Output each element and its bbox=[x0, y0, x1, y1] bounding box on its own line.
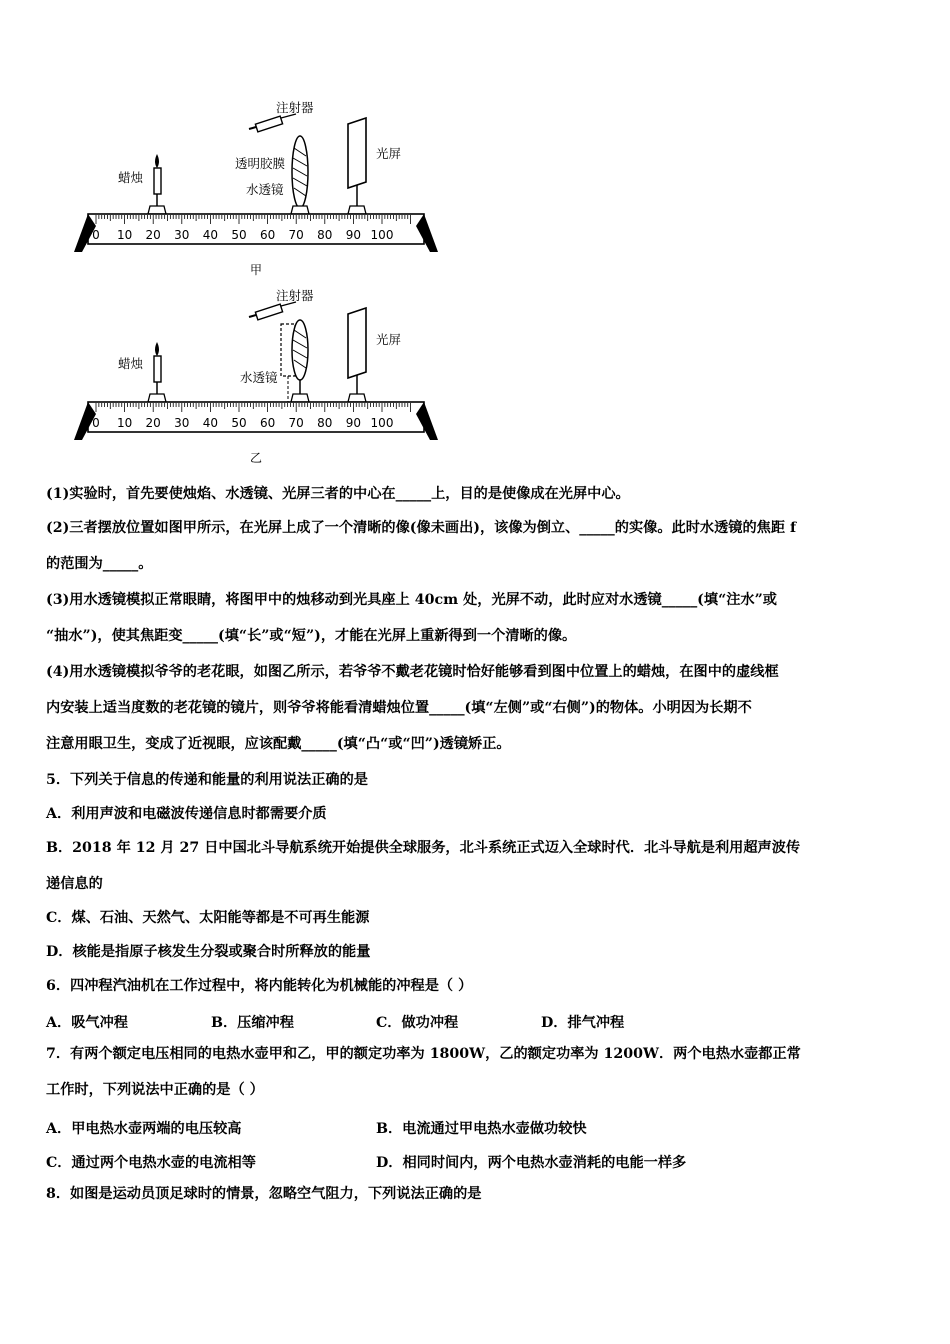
q4-part4-cont1: 内安装上适当度数的老花镜的镜片，则爷爷将能看清蜡烛位置_____(填“左侧”或“右侧”)的物体。小明因为长期不 bbox=[46, 700, 752, 716]
scale-tick-label: 60 bbox=[259, 228, 276, 242]
q4-part3-cont: “抽水”)，使其焦距变_____(填“长”或“短”)，才能在光屏上重新得到一个清晰的像。 bbox=[46, 628, 577, 644]
q6-options bbox=[46, 1012, 916, 1032]
q4-part4: (4)用水透镜模拟爷爷的老花眼，如图乙所示，若爷爷不戴老花镜时恰好能够看到图中位置上的蜡烛，在图中的虚线框 bbox=[46, 664, 779, 680]
scale-tick-label: 100 bbox=[370, 228, 394, 242]
scale-tick-label: 70 bbox=[288, 228, 304, 242]
scale-tick-label: 30 bbox=[174, 416, 190, 430]
scale-tick-label: 30 bbox=[174, 228, 190, 242]
screen-label: 光屏 bbox=[376, 332, 402, 347]
optical-bench-diagram-yi bbox=[60, 284, 450, 466]
figure-caption-jia: 甲 bbox=[249, 263, 263, 277]
scale-tick-label: 40 bbox=[202, 228, 219, 242]
q4-part2: (2)三者摆放位置如图甲所示，在光屏上成了一个清晰的像(像未画出)，该像为倒立、_____的实像。此时水透镜的焦距 f bbox=[46, 520, 797, 536]
q7-stem-cont: 工作时，下列说法中正确的是（ ） bbox=[46, 1082, 264, 1098]
scale-tick-label: 20 bbox=[145, 228, 161, 242]
candle-label: 蜡烛 bbox=[118, 170, 144, 185]
figure-yi bbox=[60, 284, 450, 466]
q5-option-c: C．煤、石油、天然气、太阳能等都是不可再生能源 bbox=[46, 910, 370, 926]
q7-option-d: D．相同时间内，两个电热水壶消耗的电能一样多 bbox=[376, 1155, 687, 1171]
q7-option-b: B．电流通过甲电热水壶做功较快 bbox=[376, 1121, 587, 1137]
figure-caption-yi: 乙 bbox=[249, 451, 263, 465]
scale-tick-label: 80 bbox=[317, 416, 333, 430]
candle-label: 蜡烛 bbox=[118, 356, 144, 371]
scale-tick-label: 100 bbox=[370, 416, 394, 430]
q5-option-b-cont: 递信息的 bbox=[46, 876, 103, 892]
q5-stem: 5．下列关于信息的传递和能量的利用说法正确的是 bbox=[46, 772, 368, 788]
screen-label: 光屏 bbox=[376, 146, 402, 161]
lens-label: 水透镜 bbox=[240, 370, 278, 385]
q5-option-b: B．2018 年 12 月 27 日中国北斗导航系统开始提供全球服务，北斗系统正式迈入全球时代．北斗导航是利用超声波传 bbox=[46, 840, 801, 856]
q7-stem: 7．有两个额定电压相同的电热水壶甲和乙，甲的额定功率为 1800W，乙的额定功率为 1200W．两个电热水壶都正常 bbox=[46, 1046, 801, 1062]
syringe-icon bbox=[249, 114, 296, 132]
q4-part4-cont2: 注意用眼卫生，变成了近视眼，应该配戴_____(填“凸“或“凹”)透镜矫正。 bbox=[46, 736, 511, 752]
scale-tick-label: 10 bbox=[116, 228, 133, 242]
light-screen-icon bbox=[348, 308, 366, 394]
candle-icon bbox=[154, 342, 161, 394]
q4-part3: (3)用水透镜模拟正常眼睛，将图甲中的烛移动到光具座上 40cm 处，光屏不动，此时应对水透镜_____(填“注水”或 bbox=[46, 592, 777, 608]
scale-tick-label: 10 bbox=[116, 416, 133, 430]
scale-tick-label: 90 bbox=[345, 228, 362, 242]
scale-tick-label: 60 bbox=[259, 416, 276, 430]
scale-tick-label: 90 bbox=[345, 416, 362, 430]
q7-options-row2 bbox=[46, 1152, 916, 1172]
q7-option-a: A．甲电热水壶两端的电压较高 bbox=[46, 1121, 242, 1137]
film-label: 透明胶膜 bbox=[235, 156, 286, 171]
q6-option-d: D．排气冲程 bbox=[541, 1015, 625, 1031]
q5-option-d: D．核能是指原子核发生分裂或聚合时所释放的能量 bbox=[46, 944, 371, 960]
scale-tick-label: 50 bbox=[231, 416, 247, 430]
q5-option-a: A．利用声波和电磁波传递信息时都需要介质 bbox=[46, 806, 327, 822]
figure-jia bbox=[60, 96, 450, 278]
water-lens-icon bbox=[292, 320, 308, 394]
scale-tick-label: 70 bbox=[288, 416, 304, 430]
scale-tick-label: 0 bbox=[92, 228, 100, 242]
syringe-icon bbox=[249, 302, 296, 320]
light-screen-icon bbox=[348, 118, 366, 206]
q4-part1: (1)实验时，首先要使烛焰、水透镜、光屏三者的中心在_____上，目的是使像成在光屏中心。 bbox=[46, 486, 630, 502]
q7-option-c: C．通过两个电热水壶的电流相等 bbox=[46, 1155, 256, 1171]
scale-tick-label: 40 bbox=[202, 416, 219, 430]
q6-option-c: C．做功冲程 bbox=[376, 1015, 459, 1031]
q7-options-row1 bbox=[46, 1118, 916, 1138]
q6-option-b: B．压缩冲程 bbox=[211, 1015, 294, 1031]
syringe-label: 注射器 bbox=[276, 288, 314, 303]
q6-option-a: A．吸气冲程 bbox=[46, 1015, 128, 1031]
scale-tick-label: 80 bbox=[317, 228, 333, 242]
q6-stem: 6．四冲程汽油机在工作过程中，将内能转化为机械能的冲程是（ ） bbox=[46, 978, 473, 994]
water-lens-icon bbox=[292, 136, 308, 214]
scale-tick-label: 0 bbox=[92, 416, 100, 430]
q4-part2-cont: 的范围为_____。 bbox=[46, 556, 153, 572]
syringe-label: 注射器 bbox=[276, 100, 314, 115]
candle-icon bbox=[154, 154, 161, 206]
optical-bench-diagram-jia bbox=[60, 96, 450, 278]
scale-tick-label: 20 bbox=[145, 416, 161, 430]
q8-stem: 8．如图是运动员顶足球时的情景，忽略空气阻力，下列说法正确的是 bbox=[46, 1186, 482, 1202]
lens-label: 水透镜 bbox=[246, 182, 284, 197]
scale-tick-label: 50 bbox=[231, 228, 247, 242]
